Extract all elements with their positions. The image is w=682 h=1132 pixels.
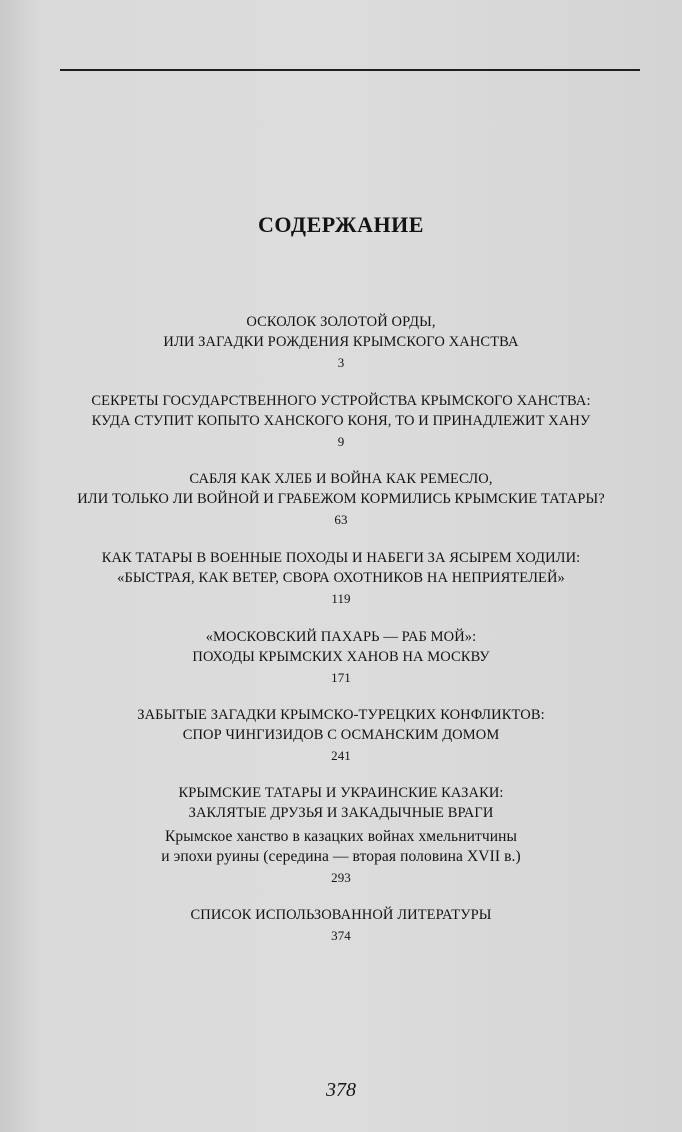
toc-entry-title: САБЛЯ КАК ХЛЕБ И ВОЙНА КАК РЕМЕСЛО, [189, 471, 493, 487]
toc-entry-title: СЕКРЕТЫ ГОСУДАРСТВЕННОГО УСТРОЙСТВА КРЫМСКОГО ХАНСТВА: [91, 393, 591, 409]
toc-entry[interactable] [40, 627, 642, 687]
page-number: 378 [326, 1079, 356, 1101]
toc-entry-title: ОСКОЛОК ЗОЛОТОЙ ОРДЫ, [246, 314, 436, 330]
toc-entry[interactable] [40, 783, 642, 887]
toc-entry-title: ЗАКЛЯТЫЕ ДРУЗЬЯ И ЗАКАДЫЧНЫЕ ВРАГИ [188, 805, 494, 821]
page-title: СОДЕРЖАНИЕ [258, 212, 424, 237]
toc-entry-page-number: 3 [337, 355, 345, 370]
toc-entry[interactable] [40, 905, 642, 945]
toc-entry-page-number: 63 [334, 512, 348, 527]
toc-entry-title: ПОХОДЫ КРЫМСКИХ ХАНОВ НА МОСКВУ [192, 649, 490, 665]
toc-entry-title: ИЛИ ЗАГАДКИ РОЖДЕНИЯ КРЫМСКОГО ХАНСТВА [163, 334, 519, 350]
toc-entry-page-number: 9 [337, 434, 345, 449]
toc-entry-page-number: 374 [331, 928, 351, 943]
toc-entry-title: «БЫСТРАЯ, КАК ВЕТЕР, СВОРА ОХОТНИКОВ НА НЕПРИЯТЕЛЕЙ» [117, 570, 565, 586]
toc-entry[interactable] [40, 548, 642, 608]
toc-entry-title: КРЫМСКИЕ ТАТАРЫ И УКРАИНСКИЕ КАЗАКИ: [178, 785, 504, 801]
toc-entry[interactable] [40, 391, 642, 451]
toc-entry-page-number: 171 [331, 670, 351, 685]
toc-entry-page-number: 241 [331, 748, 351, 763]
toc-entry-title: КАК ТАТАРЫ В ВОЕННЫЕ ПОХОДЫ И НАБЕГИ ЗА ЯСЫРЕМ ХОДИЛИ: [101, 550, 581, 566]
toc-entry-subtitle: и эпохи руины (середина — вторая половина XVII в.) [161, 848, 521, 865]
toc-entry-subtitle: Крымское ханство в казацких войнах хмельнитчины [164, 828, 518, 845]
toc-entry-title: СПИСОК ИСПОЛЬЗОВАННОЙ ЛИТЕРАТУРЫ [190, 907, 492, 923]
toc-entry[interactable] [40, 469, 642, 529]
toc-entry-page-number: 293 [331, 870, 351, 885]
toc-entry[interactable] [40, 312, 642, 372]
toc-entry-title: «МОСКОВСКИЙ ПАХАРЬ — РАБ МОЙ»: [205, 629, 477, 645]
toc-entry-title: ЗАБЫТЫЕ ЗАГАДКИ КРЫМСКО-ТУРЕЦКИХ КОНФЛИКТОВ: [137, 707, 545, 723]
toc-entry-title: СПОР ЧИНГИЗИДОВ С ОСМАНСКИМ ДОМОМ [182, 727, 500, 743]
table-of-contents [40, 312, 642, 945]
toc-entry-page-number: 119 [331, 591, 351, 606]
toc-entry[interactable] [40, 705, 642, 765]
toc-entry-title: ИЛИ ТОЛЬКО ЛИ ВОЙНОЙ И ГРАБЕЖОМ КОРМИЛИСЬ КРЫМСКИЕ ТАТАРЫ? [77, 491, 605, 507]
toc-entry-title: КУДА СТУПИТ КОПЫТО ХАНСКОГО КОНЯ, ТО И ПРИНАДЛЕЖИТ ХАНУ [91, 413, 591, 429]
header-rule [60, 69, 640, 71]
